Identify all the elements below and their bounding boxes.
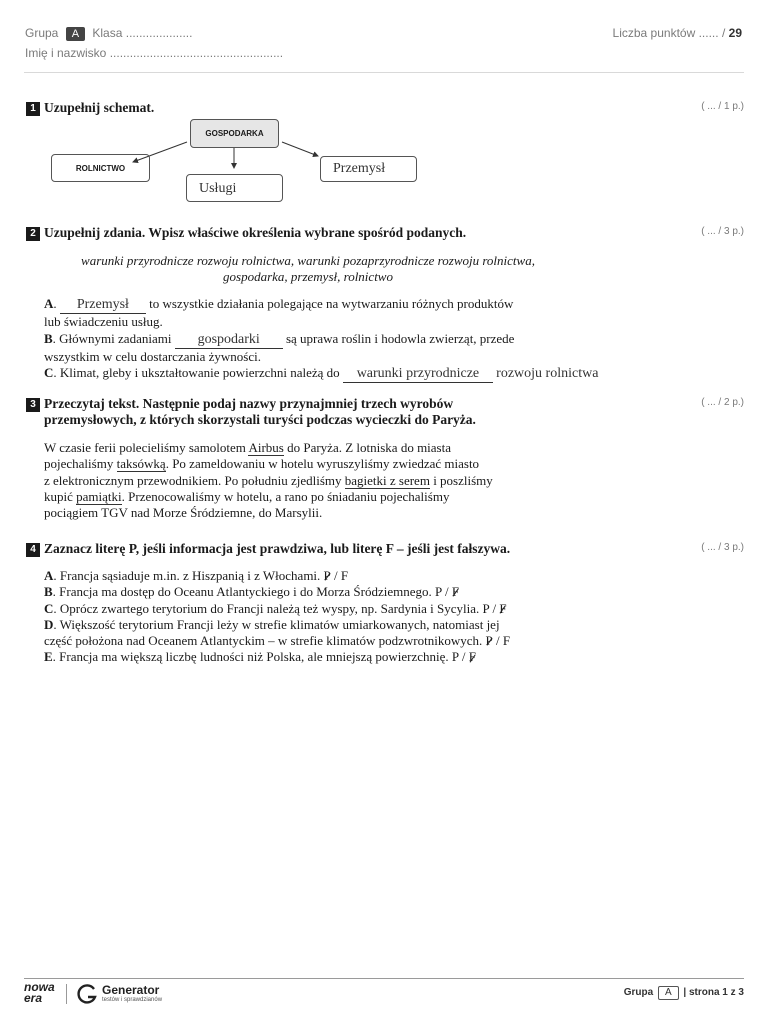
task4-points: ( ... / 3 p.) (701, 542, 744, 553)
task3-heading: 3 Przeczytaj tekst. Następnie podaj nazwy przynajmniej trzech wyrobów przemysłowych, z których skorzystali turyści podczas wycieczki do Paryża. (26, 396, 476, 428)
option-p[interactable]: P (451, 649, 459, 665)
generator-icon (76, 983, 98, 1005)
task-number: 2 (26, 227, 40, 241)
answer-uslugi: Usługi (199, 181, 237, 196)
task1-heading: 1 Uzupełnij schemat. (26, 100, 154, 116)
sentence-b: B. Głównymi zadaniami gospodarki są uprawa roślin i hodowla zwierząt, przede (44, 331, 684, 349)
task1-points: ( ... / 1 p.) (701, 101, 744, 112)
underlined-bagietki: bagietki z serem (344, 472, 430, 488)
answer-przemysl: Przemysł (333, 161, 386, 176)
page-number: | strona 1 z 3 (683, 987, 744, 998)
group-badge: A (66, 27, 85, 41)
task-number: 1 (26, 102, 40, 116)
footer-group-badge: A (658, 986, 679, 1000)
option-p[interactable]: P (482, 600, 490, 616)
header-points: Liczba punktów ...... / 29 (612, 26, 742, 40)
task1-diagram (50, 118, 420, 204)
task-number: 4 (26, 543, 40, 557)
diagram-box-przemysl[interactable] (320, 156, 417, 182)
option-p[interactable]: P (485, 633, 493, 649)
diagram-box-gospodarka: GOSPODARKA (190, 119, 279, 148)
footer-divider (24, 978, 744, 979)
underlined-airbus: Airbus (248, 440, 284, 455)
footer-logos (24, 982, 184, 1008)
points-field[interactable]: ...... (698, 26, 719, 40)
underlined-taksowka: taksówką (116, 456, 166, 472)
task3-points: ( ... / 2 p.) (701, 397, 744, 408)
header-group-class: Grupa A Klasa .................... (25, 26, 193, 40)
option-f[interactable]: F (499, 600, 507, 616)
tf-item-e: E. Francja ma większą liczbę ludności niż Polska, ale mniejszą powierzchnię. P / F (44, 649, 477, 665)
name-field[interactable]: .................................................... (109, 46, 284, 60)
arrow-to-przemysl (282, 142, 318, 156)
header-divider (24, 72, 744, 73)
task2-points: ( ... / 3 p.) (701, 226, 744, 237)
option-p[interactable]: P (323, 568, 331, 583)
logo-separator (66, 984, 67, 1004)
task4-heading: 4 Zaznacz literę P, jeśli informacja jest prawdziwa, lub literę F – jeśli jest fałszywa. (26, 541, 510, 557)
diagram-box-rolnictwo: ROLNICTWO (51, 154, 150, 182)
answer-blank-a[interactable]: Przemysł (60, 297, 146, 314)
option-f[interactable]: F (502, 633, 511, 649)
diagram-box-uslugi[interactable] (186, 174, 283, 202)
task3-text: W czasie ferii polecieliśmy samolotem Airbus do Paryża. Z lotniska do miasta pojechaliśmy taksówką. Po zameldowaniu w hotelu wyruszyliśmy zwiedzać miasto z elektronicznym przewodnikiem. Po południu zjedliśmy bagietki z serem i poszliśmy kupić pamiątki. Przenocowaliśmy w hotelu, a rano po śniadaniu pojechaliśmy pociągiem TGV nad Morze Śródziemne, do Marsylii. (44, 440, 493, 521)
tf-item-d: D. Większość terytorium Francji leży w strefie klimatów umiarkowanych, natomiast jej (44, 616, 500, 632)
option-f[interactable]: F (468, 649, 477, 665)
task2-sentences: A. Przemysł to wszystkie działania polegające na wytwarzaniu różnych produktów lub świadczeniu usług. B. Głównymi zadaniami gospodarki są uprawa roślin i hodowla zwierząt, przede wszystkim w celu dostarczania żywności. C. Klimat, gleby i ukształtowanie powierzchni należą do warunki przyrodnicze rozwoju rolnictwa (44, 296, 684, 383)
sentence-c: C. Klimat, gleby i ukształtowanie powierzchni należą do warunki przyrodnicze rozwoju rolnictwa (44, 365, 684, 383)
points-max: 29 (728, 26, 742, 40)
task2-heading: 2 Uzupełnij zdania. Wpisz właściwe określenia wybrane spośród podanych. (26, 225, 466, 241)
sentence-a: A. Przemysł to wszystkie działania polegające na wytwarzaniu różnych produktów (44, 296, 684, 314)
answer-blank-c[interactable]: warunki przyrodnicze (343, 366, 493, 383)
header-name: Imię i nazwisko .................................................... (25, 46, 284, 60)
generator-title: Generator (102, 983, 160, 997)
tf-item-b: B. Francja ma dostęp do Oceanu Atlantyckiego i do Morza Śródziemnego. P / F (44, 584, 460, 600)
underlined-pamiatki: pamiątki (76, 488, 122, 504)
task4-items: A. Francja sąsiaduje m.in. z Hiszpanią i z Włochami. P / F B. Francja ma dostęp do Oceanu Atlantyckiego i do Morza Śródziemnego. P / F C. Oprócz zwartego terytorium do Francji należą też wyspy, np. Sardynia i Sycylia. P / F D. Większość terytorium Francji leży w strefie klimatów umiarkowanych, natomiast jej część położona nad Oceanem Atlantyckim – w strefie klimatów podzwrotnikowych. P / F E. Francja ma większą liczbę ludności niż Polska, ale mniejszą powierzchnię. P / F (44, 568, 704, 666)
answer-blank-b[interactable]: gospodarki (175, 332, 283, 349)
option-f[interactable]: F (340, 568, 349, 583)
option-f[interactable]: F (451, 584, 460, 600)
generator-subtitle: testów i sprawdzianów (102, 997, 163, 1003)
klasa-field[interactable]: .................... (125, 26, 193, 40)
option-p[interactable]: P (435, 584, 442, 600)
task-number: 3 (26, 398, 40, 412)
tf-item-a: A. Francja sąsiaduje m.in. z Hiszpanią i z Włochami. P / F (44, 568, 349, 583)
tf-item-c: C. Oprócz zwartego terytorium do Francji należą też wyspy, np. Sardynia i Sycylia. P / F (44, 600, 507, 616)
answer-c-continuation: rozwoju rolnictwa (496, 366, 599, 382)
nowa-era-logo: nowa era (24, 980, 55, 1005)
word-bank: warunki przyrodnicze rozwoju rolnictwa, warunki pozaprzyrodnicze rozwoju rolnictwa, gospodarka, przemysł, rolnictwo (81, 253, 535, 284)
footer-page-info: Grupa A | strona 1 z 3 (623, 987, 744, 998)
